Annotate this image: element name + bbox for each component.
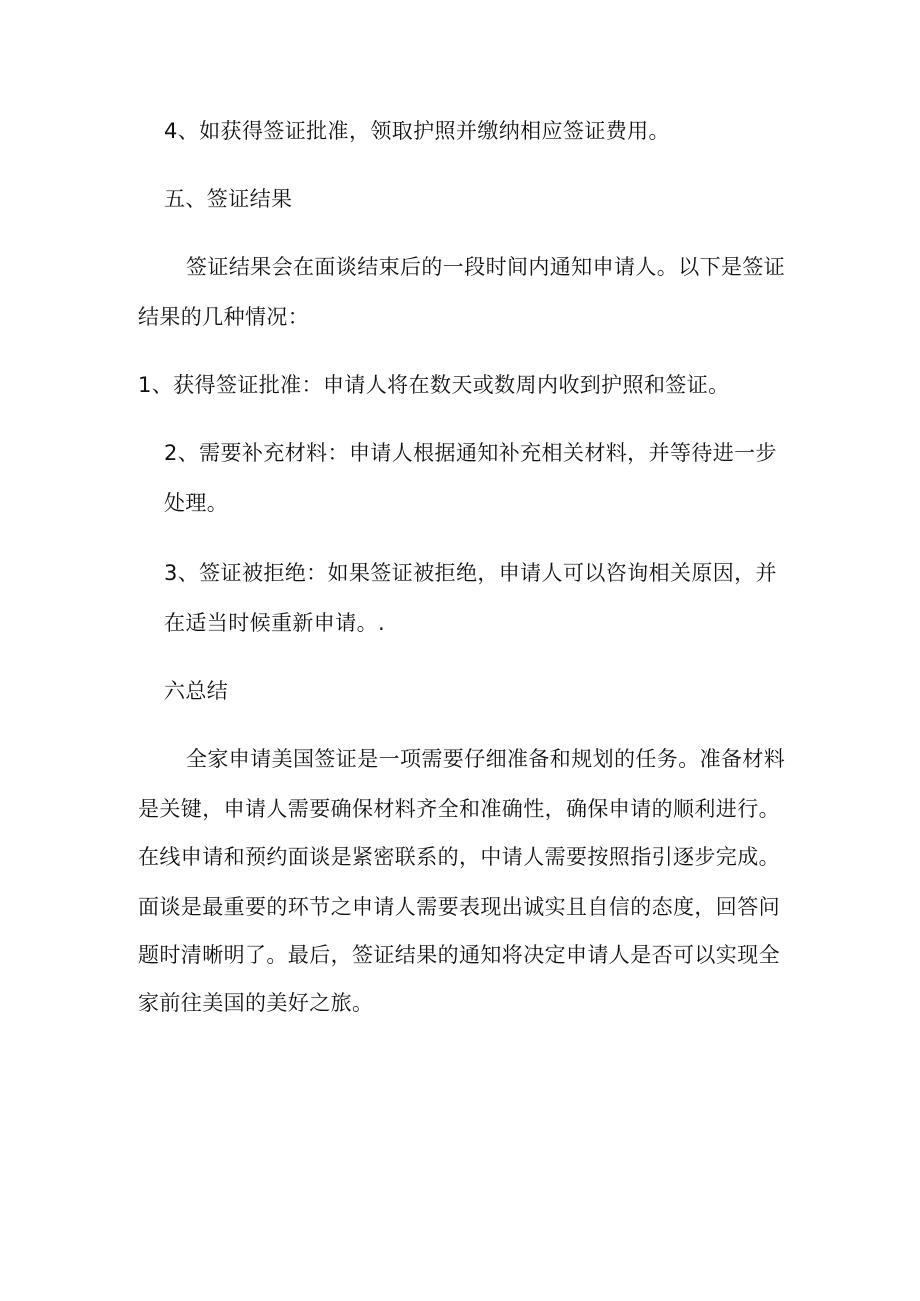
summary-line-5: 题时清晰明了。最后，签证结果的通知将决定申请人是否可以实现全 [138,943,780,967]
results-intro-line-1: 签证结果会在面谈结束后的一段时间内通知申请人。以下是签证 [186,255,786,279]
summary-line-4: 面谈是最重要的环节之申请人需要表现出诚实且自信的态度，回答问 [138,895,780,919]
result-3-line-2: 在适当时候重新申请。. [164,611,386,635]
result-1-line: 1、获得签证批准：申请人将在数天或数周内收到护照和签证。 [138,373,730,397]
result-2-line-2: 处理。 [164,491,229,515]
summary-line-6: 家前往美国的美好之旅。 [138,991,374,1015]
summary-line-1: 全家申请美国签证是一项需要仔细准备和规划的任务。准备材料 [186,747,786,771]
section-6-heading: 六总结 [164,679,229,703]
summary-line-3: 在线申请和预约面谈是紧密联系的，中请人需要按照指引逐步完成。 [138,845,780,869]
summary-line-2: 是关键，申请人需要确保材料齐全和准确性，确保申请的顺利进行。 [138,797,780,821]
step-4-line: 4、如获得签证批准，领取护照并缴纳相应签证费用。 [164,119,670,143]
result-3-line-1: 3、签证被拒绝：如果签证被拒绝，申请人可以咨询相关原因，并 [164,561,777,585]
results-intro-line-2: 结果的几种情况： [138,305,310,329]
section-5-heading: 五、签证结果 [164,187,293,211]
result-2-line-1: 2、需要补充材料：申请人根据通知补充相关材料，并等待进一步 [164,441,777,465]
